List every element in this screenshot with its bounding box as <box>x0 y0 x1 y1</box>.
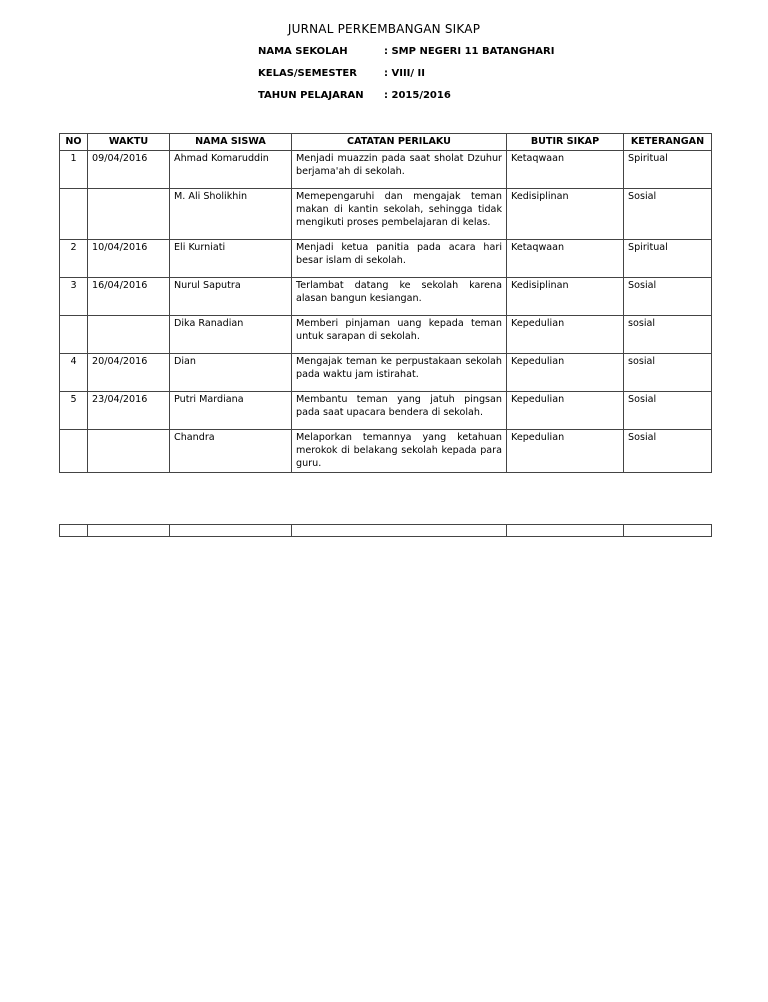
cell-nama: Eli Kurniati <box>170 240 292 278</box>
cell-ket: Sosial <box>624 392 712 430</box>
header-butir-sikap: BUTIR SIKAP <box>507 134 624 151</box>
cell-waktu <box>88 316 170 354</box>
cell-ket: sosial <box>624 354 712 392</box>
cell-no: 5 <box>60 392 88 430</box>
cell-catatan: Mengajak teman ke perpustakaan sekolah pada waktu jam istirahat. <box>292 354 507 392</box>
empty-cell <box>507 525 624 537</box>
cell-nama: Dika Ranadian <box>170 316 292 354</box>
cell-no: 1 <box>60 151 88 189</box>
meta-school-year <box>258 90 451 101</box>
attitude-journal-table <box>59 133 712 473</box>
table-row <box>60 278 712 316</box>
cell-nama: Nurul Saputra <box>170 278 292 316</box>
empty-cell <box>170 525 292 537</box>
cell-waktu: 16/04/2016 <box>88 278 170 316</box>
cell-butir: Kepedulian <box>507 392 624 430</box>
cell-catatan: Membantu teman yang jatuh pingsan pada saat upacara bendera di sekolah. <box>292 392 507 430</box>
cell-butir: Kedisiplinan <box>507 278 624 316</box>
cell-butir: Kepedulian <box>507 354 624 392</box>
header-waktu: WAKTU <box>88 134 170 151</box>
cell-waktu: 09/04/2016 <box>88 151 170 189</box>
meta-school <box>258 46 554 57</box>
cell-no: 2 <box>60 240 88 278</box>
cell-catatan: Menjadi muazzin pada saat sholat Dzuhur berjama'ah di sekolah. <box>292 151 507 189</box>
cell-ket: Sosial <box>624 189 712 240</box>
cell-waktu <box>88 430 170 473</box>
cell-nama: Putri Mardiana <box>170 392 292 430</box>
meta-label: TAHUN PELAJARAN <box>258 90 364 101</box>
header-keterangan: KETERANGAN <box>624 134 712 151</box>
cell-nama: M. Ali Sholikhin <box>170 189 292 240</box>
cell-catatan: Memberi pinjaman uang kepada teman untuk sarapan di sekolah. <box>292 316 507 354</box>
cell-catatan: Melaporkan temannya yang ketahuan merokok di belakang sekolah kepada para guru. <box>292 430 507 473</box>
cell-butir: Ketaqwaan <box>507 240 624 278</box>
empty-cell <box>60 525 88 537</box>
header-nama-siswa: NAMA SISWA <box>170 134 292 151</box>
table-row <box>60 151 712 189</box>
table-row <box>60 392 712 430</box>
table-row <box>60 189 712 240</box>
cell-no: 3 <box>60 278 88 316</box>
cell-waktu <box>88 189 170 240</box>
meta-value: : 2015/2016 <box>384 90 451 101</box>
cell-ket: Sosial <box>624 430 712 473</box>
cell-ket: Sosial <box>624 278 712 316</box>
cell-catatan: Terlambat datang ke sekolah karena alasan bangun kesiangan. <box>292 278 507 316</box>
document-title: JURNAL PERKEMBANGAN SIKAP <box>287 22 481 36</box>
meta-value: : SMP NEGERI 11 BATANGHARI <box>384 46 555 57</box>
cell-ket: sosial <box>624 316 712 354</box>
empty-table-row-strip <box>59 524 712 537</box>
table-row <box>60 354 712 392</box>
cell-ket: Spiritual <box>624 151 712 189</box>
meta-class-semester <box>258 68 425 79</box>
table-header-row <box>60 134 712 151</box>
cell-no <box>60 430 88 473</box>
meta-label: NAMA SEKOLAH <box>258 46 348 57</box>
table-row <box>60 316 712 354</box>
cell-butir: Kepedulian <box>507 316 624 354</box>
cell-waktu: 23/04/2016 <box>88 392 170 430</box>
cell-ket: Spiritual <box>624 240 712 278</box>
cell-nama: Ahmad Komaruddin <box>170 151 292 189</box>
cell-waktu: 20/04/2016 <box>88 354 170 392</box>
empty-cell <box>292 525 507 537</box>
meta-label: KELAS/SEMESTER <box>258 68 357 79</box>
header-no: NO <box>60 134 88 151</box>
empty-cell <box>88 525 170 537</box>
cell-butir: Ketaqwaan <box>507 151 624 189</box>
cell-butir: Kedisiplinan <box>507 189 624 240</box>
table-row <box>60 430 712 473</box>
cell-butir: Kepedulian <box>507 430 624 473</box>
empty-cell <box>624 525 712 537</box>
cell-nama: Dian <box>170 354 292 392</box>
header-catatan-perilaku: CATATAN PERILAKU <box>292 134 507 151</box>
cell-catatan: Menjadi ketua panitia pada acara hari besar islam di sekolah. <box>292 240 507 278</box>
meta-value: : VIII/ II <box>384 68 425 79</box>
cell-nama: Chandra <box>170 430 292 473</box>
cell-waktu: 10/04/2016 <box>88 240 170 278</box>
cell-no <box>60 189 88 240</box>
cell-no: 4 <box>60 354 88 392</box>
table-row <box>60 240 712 278</box>
cell-catatan: Memepengaruhi dan mengajak teman makan di kantin sekolah, sehingga tidak mengikuti proses pembelajaran di kelas. <box>292 189 507 240</box>
cell-no <box>60 316 88 354</box>
empty-row <box>60 525 712 537</box>
